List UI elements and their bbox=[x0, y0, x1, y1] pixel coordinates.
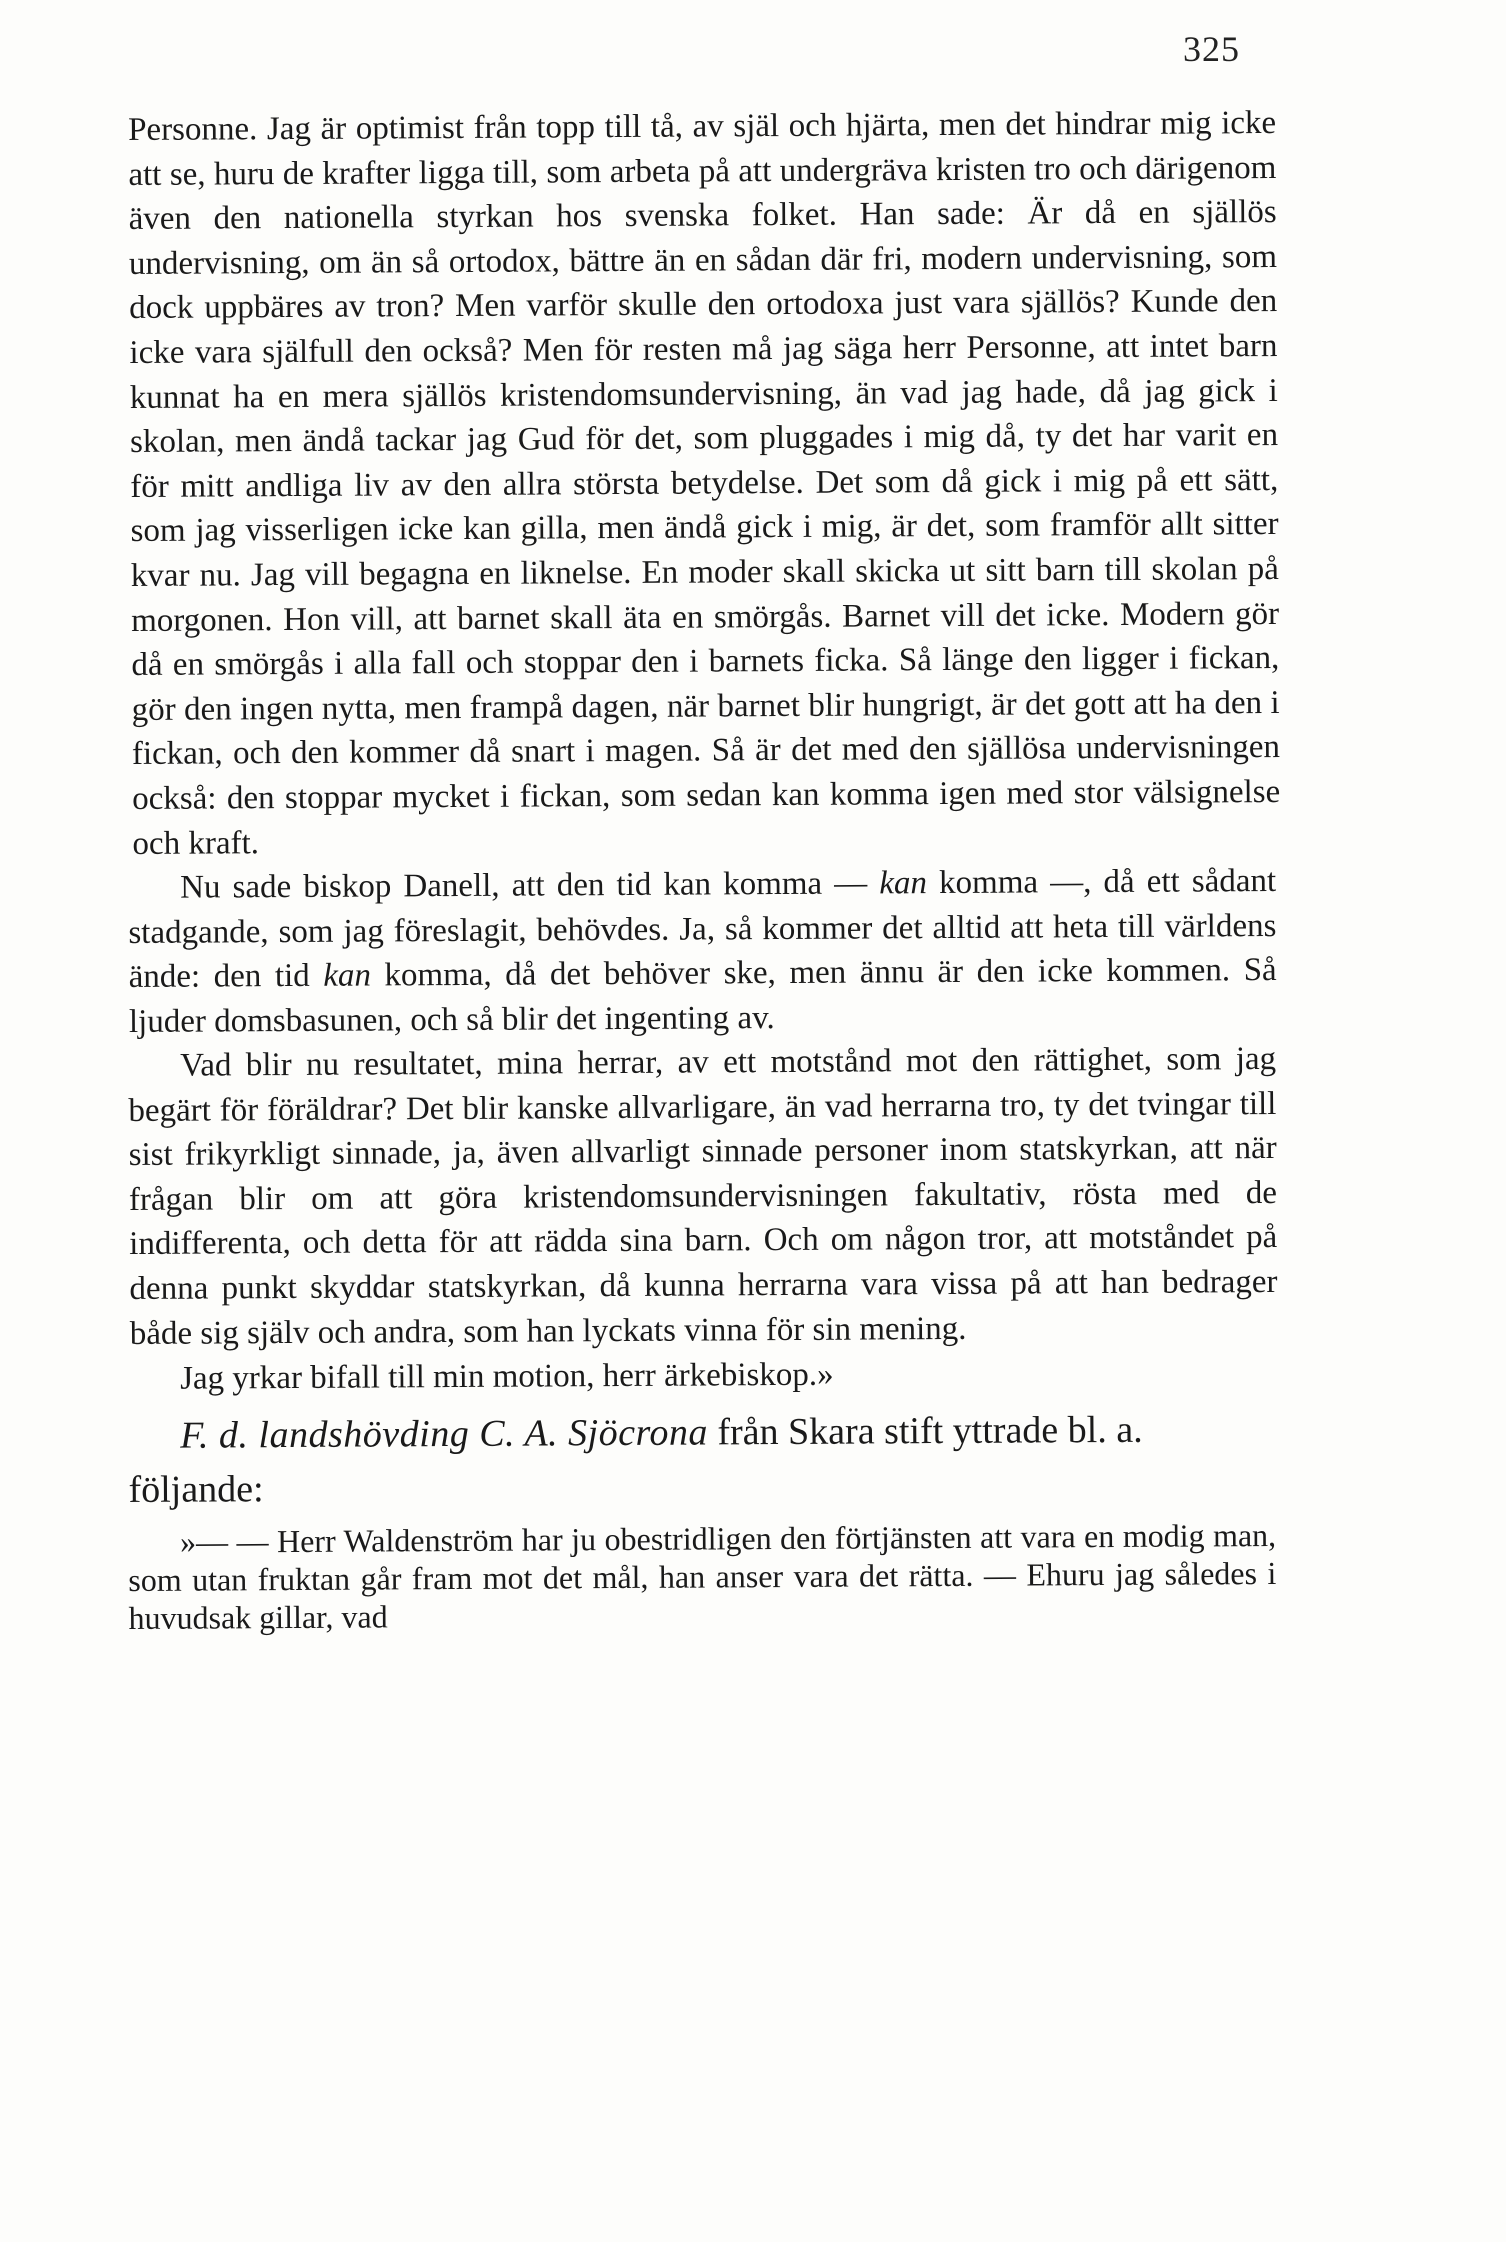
speaker-quote: »— — Herr Waldenström har ju obestridligen den förtjänsten att vara en modig man, som utan fruktan går fram mot det mål, han anser vara det rätta. — Ehuru jag således i huvudsak gillar, vad bbox=[128, 1517, 1277, 1637]
paragraph-danell-end: komma, då det behöver ske, men ännu är den icke kommen. Så ljuder domsbasunen, och så blir det ingenting av. bbox=[128, 952, 1277, 1040]
paragraph-personne: Personne. Jag är optimist från topp till tå, av själ och hjärta, men det hindrar mig icke att se, huru de krafter ligga till, som arbeta på att undergräva kristen tro och därigenom även den nationella styrkan hos svenska folket. Han sade: Är då en själlös undervisning, om än så ortodox, bättre än en sådan där fri, modern undervisning, som dock uppbäres av tron? Men varför skulle den ortodoxa just vara själlös? Kunde den icke vara själfull den också? Men för resten må jag säga herr Personne, att intet barn kunnat ha en mera själlös kristendomsundervisning, än vad jag hade, då jag gick i skolan, men ändå tackar jag Gud för det, som pluggades i mig då, ty det har varit en för mitt andliga liv av den allra största betydelse. Det som då gick i mig på ett sätt, som jag visserligen icke kan gilla, men ändå gick i mig, är det, som framför allt sitter kvar nu. Jag vill begagna en liknelse. En moder skall skicka ut sitt barn till skolan på morgonen. Hon vill, att barnet skall äta en smörgås. Barnet vill det icke. Modern gör då en smörgås i alla fall och stoppar den i barnets ficka. Så länge den ligger i fickan, gör den ingen nytta, men frampå dagen, när barnet blir hungrigt, är det gott att ha den i fickan, och den kommer då snart i magen. Så är det med den själlösa undervisningen också: den stoppar mycket i fickan, som sedan kan komma igen med stor välsignelse och kraft. bbox=[128, 104, 1281, 862]
paragraph-danell bbox=[128, 859, 1277, 1044]
paragraph-resultatet: Vad blir nu resultatet, mina herrar, av ett motstånd mot den rättighet, som jag begärt för föräldrar? Det blir kanske allvarligare, än vad herrarna tro, ty det tvingar till sist frikyrkligt sinnade, ja, även allvarligt sinnade personer inom statskyrkan, att när frågan blir om att göra kristendomsundervisningen fakultativ, rösta med de indifferenta, och detta för att rädda sina barn. Och om någon tror, att motståndet på denna punkt skyddar statskyrkan, då kunna herrarna vara vissa på att han bedrager både sig själv och andra, som han lyckats vinna för sin mening. bbox=[128, 1041, 1278, 1353]
emphasis-kan: kan bbox=[323, 957, 372, 995]
emphasis-kan: kan bbox=[879, 865, 928, 902]
paragraph-danell-start: Nu sade biskop Danell, att den tid kan komma — bbox=[180, 865, 880, 906]
paragraph-danell-middle: komma —, då ett sådant stadgande, som jag föreslagit, behövdes. Ja, så kommer det alltid att heta till världens ände: den tid bbox=[128, 863, 1277, 996]
speaker-introduction bbox=[128, 1402, 1277, 1517]
page-number: 325 bbox=[1183, 29, 1240, 69]
speaker-intro-text: från Skara stift yttrade bl. a. följande: bbox=[128, 1409, 1143, 1512]
paragraph-yrkar: Jag yrkar bifall till min motion, herr ärkebiskop.» bbox=[180, 1356, 834, 1397]
speaker-name: F. d. landshövding C. A. Sjöcrona bbox=[180, 1411, 709, 1457]
document-body bbox=[128, 104, 1281, 1637]
